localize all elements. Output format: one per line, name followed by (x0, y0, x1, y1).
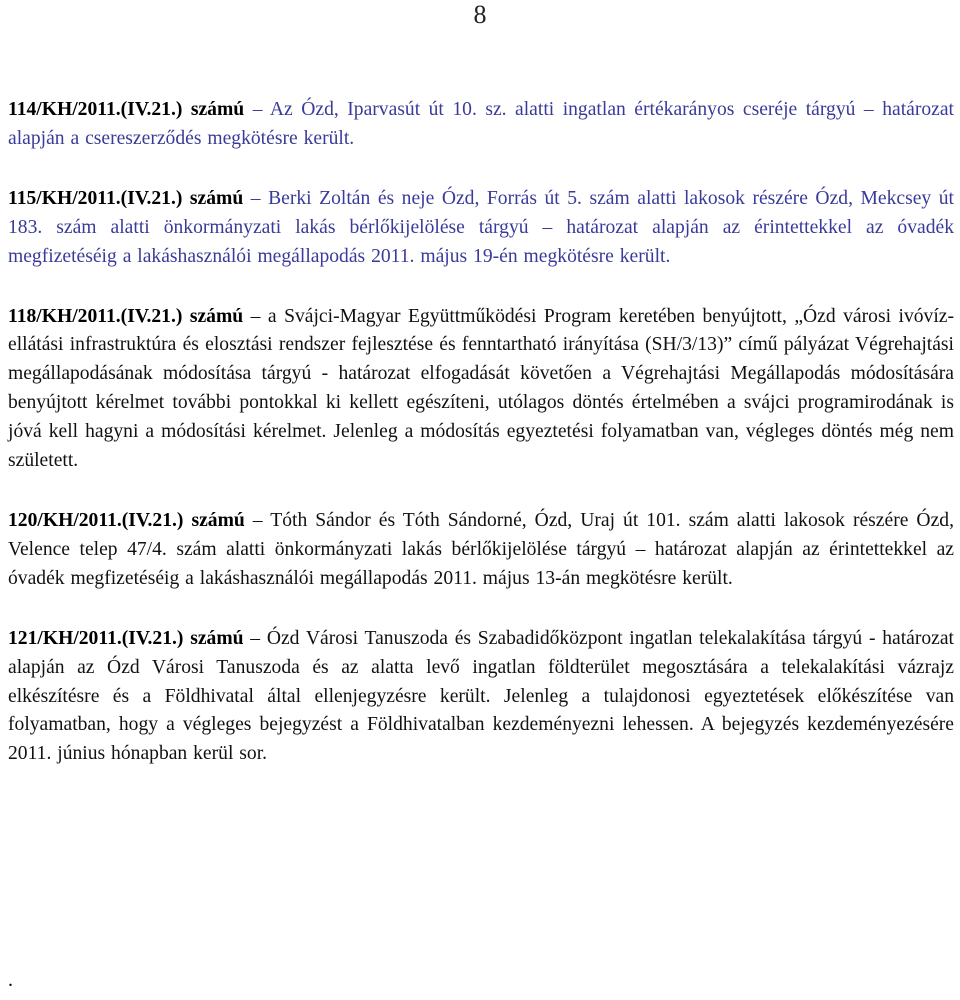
resolution-text: – Az Ózd, Iparvasút út 10. sz. alatti ingatlan értékarányos cseréje tárgyú – határozat alapján a csereszerződés megkötésre került. (8, 99, 954, 149)
resolution-text: – a Svájci-Magyar Együttműködési Program keretében benyújtott, „Ózd városi ivóvíz-ellátási infrastruktúra és elosztási rendszer fejlesztése és fenntartható irányítása (SH/3/13)” című pályázat Végrehajtási megállapodásának módosítása tárgyú - határozat elfogadását követően a Végrehajtási Megállapodás módosítására benyújtott kérelmet további pontokkal ki kellett egészíteni, utólagos döntés értelmében a svájci programirodának is jóvá kell hagyni a módosítási kérelmet. Jelenleg a módosítás egyeztetési folyamatban van, végleges döntés még nem született. (8, 305, 954, 472)
resolution-text: – Berki Zoltán és neje Ózd, Forrás út 5. szám alatti lakosok részére Ózd, Mekcsey út 183. szám alatti önkormányzati lakás bérlőkijelölése tárgyú – határozat alapján az érintettekkel az óvadék megfizetéséig a lakáshasználói megállapodás 2011. május 19-én megkötésre került. (8, 187, 954, 267)
resolution-reference: 114/KH/2011.(IV.21.) számú (8, 99, 245, 120)
resolution-reference: 121/KH/2011.(IV.21.) számú (8, 627, 244, 649)
resolution-text: – Tóth Sándor és Tóth Sándorné, Ózd, Uraj út 101. szám alatti lakosok részére Ózd, Velence telep 47/4. szám alatti önkormányzati lakás bérlőkijelölése tárgyú – határozat alapján az érintettekkel az óvadék megfizetéséig a lakáshasználói megállapodás 2011. május 13-án megkötésre került. (8, 509, 954, 589)
resolution-paragraph-121 (8, 625, 954, 770)
resolution-paragraph-120 (8, 507, 954, 594)
document-body (8, 96, 954, 800)
trailing-dot: . (8, 969, 13, 991)
resolution-paragraph-118 (8, 303, 954, 476)
resolution-reference: 115/KH/2011.(IV.21.) számú (8, 187, 244, 209)
resolution-paragraph-115 (8, 185, 954, 272)
resolution-reference: 118/KH/2011.(IV.21.) számú (8, 305, 244, 327)
resolution-reference: 120/KH/2011.(IV.21.) számú (8, 509, 245, 531)
resolution-text: – Ózd Városi Tanuszoda és Szabadidőközpont ingatlan telekalakítása tárgyú - határozat alapján az Ózd Városi Tanuszoda és az alatta levő ingatlan földterület megosztására a telekalakítási vázrajz elkészítésre és a Földhivatal által ellenjegyzésre került. Jelenleg a tulajdonosi egyeztetések előkészítése van folyamatban, hogy a végleges bejegyzést a Földhivatalban kezdeményezni lehessen. A bejegyzés kezdeményezésére 2011. június hónapban kerül sor. (8, 627, 954, 765)
page-number: 8 (473, 0, 487, 29)
resolution-paragraph-114 (8, 96, 954, 154)
